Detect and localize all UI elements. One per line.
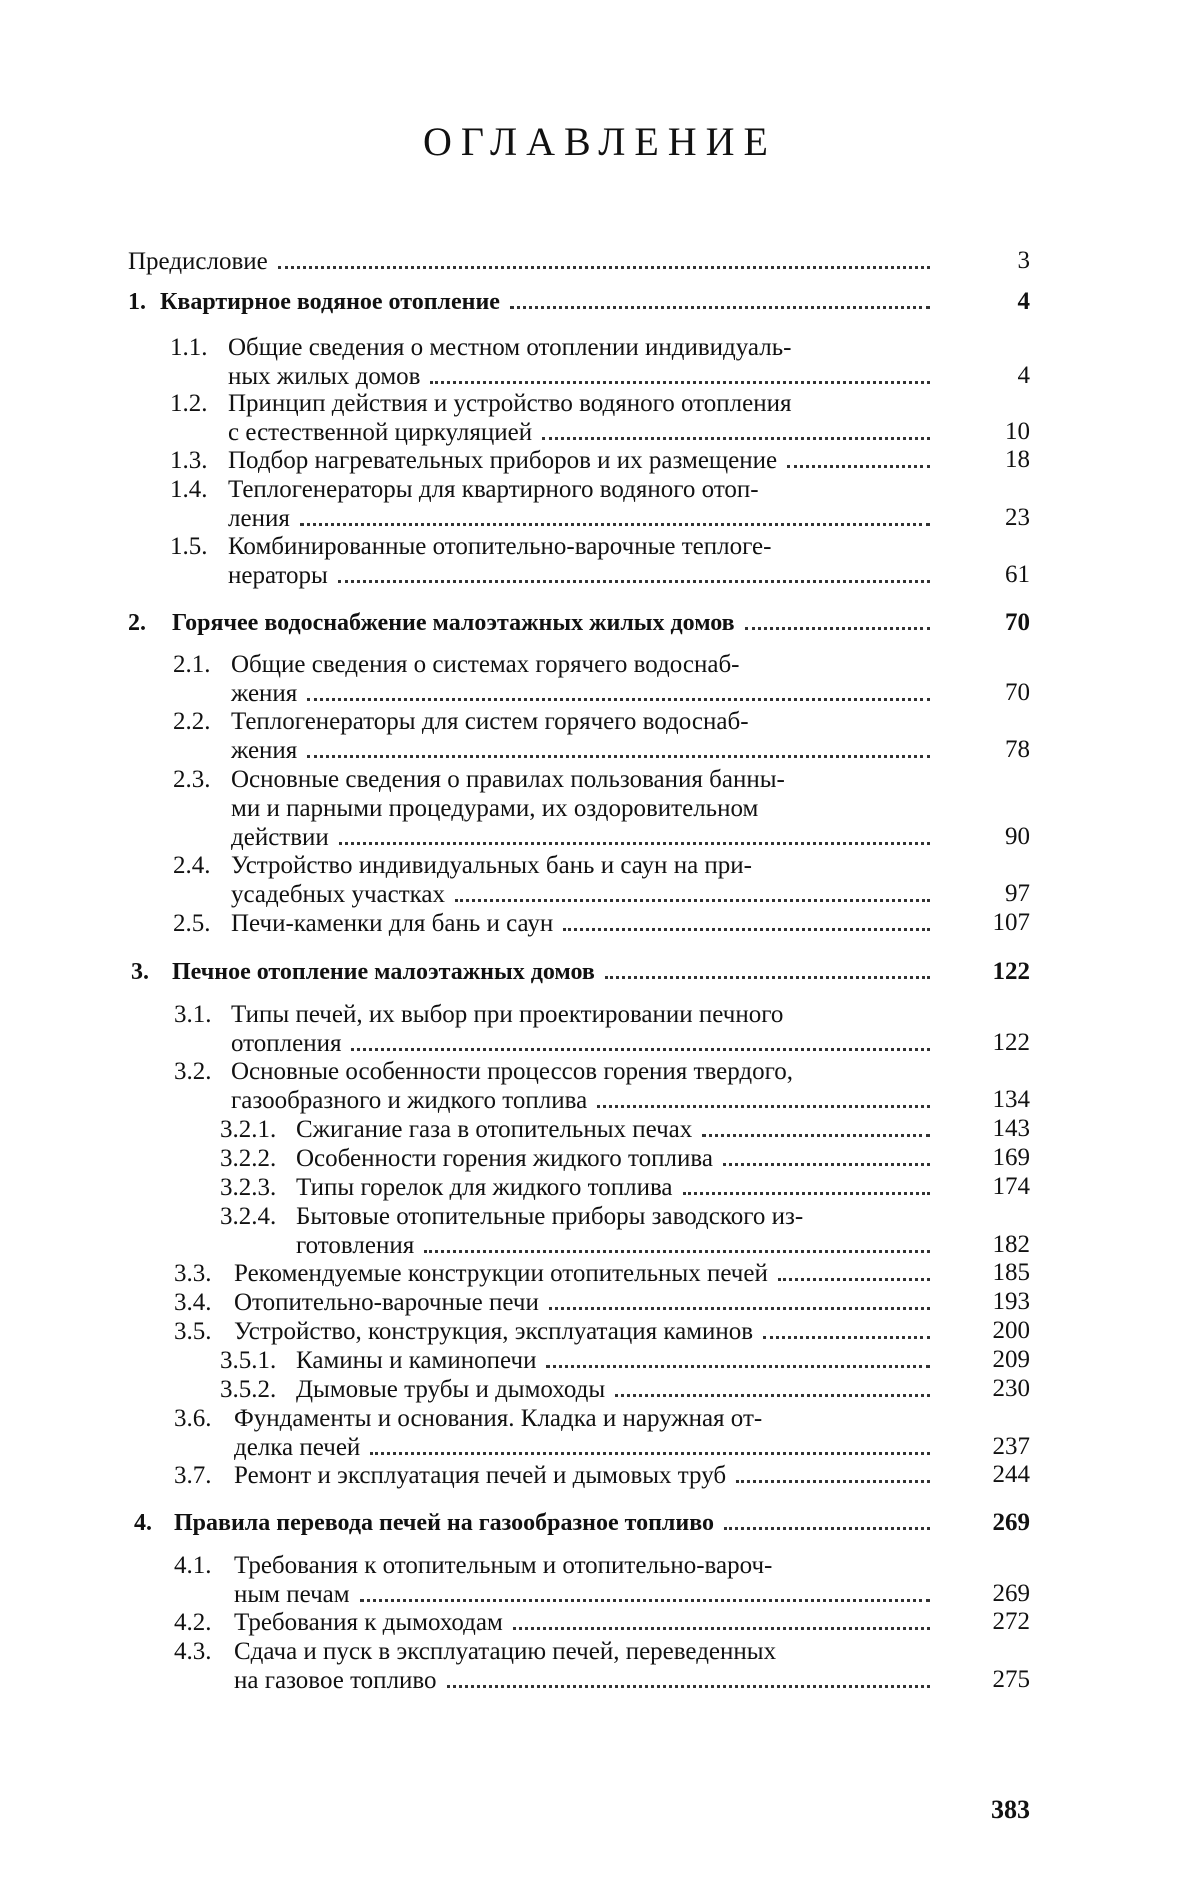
toc-page-number: 3 xyxy=(1017,247,1030,274)
toc-entry xyxy=(220,1375,940,1404)
toc-entry-text: Общие сведения о местном отоплении индивидуаль- xyxy=(228,334,792,361)
toc-page-number: 61 xyxy=(1005,561,1030,588)
toc-entry-text: Основные особенности процессов горения твердого, xyxy=(231,1058,793,1085)
toc-entry-text: Рекомендуемые конструкции отопительных печей xyxy=(234,1260,768,1287)
toc-entry-number: 4.1. xyxy=(174,1552,212,1579)
toc-entry-number: 2.3. xyxy=(173,766,211,793)
dot-leader xyxy=(278,266,930,269)
toc-entry-text: готовления xyxy=(296,1232,415,1259)
toc-page-number: 269 xyxy=(992,1509,1030,1536)
dot-leader xyxy=(447,1685,930,1688)
toc-entry-number: 3.1. xyxy=(174,1001,212,1028)
toc-entry xyxy=(174,1608,940,1637)
toc-page-number: 97 xyxy=(1005,880,1030,907)
toc-entry-text: Общие сведения о системах горячего водоснаб- xyxy=(231,651,740,678)
dot-leader xyxy=(563,928,930,931)
toc-entry-text: ления xyxy=(228,505,290,532)
dot-leader xyxy=(605,976,930,979)
toc-page-number: 134 xyxy=(992,1086,1030,1113)
dot-leader xyxy=(549,1307,930,1310)
dot-leader xyxy=(339,842,930,845)
toc-entry-text: Камины и каминопечи xyxy=(296,1347,537,1374)
toc-page-number: 4 xyxy=(1017,288,1030,315)
toc-entry xyxy=(220,1144,940,1173)
toc-page-number: 78 xyxy=(1005,736,1030,763)
toc-entry-text: Требования к отопительным и отопительно-вароч- xyxy=(234,1552,773,1579)
toc-entry-number: 2. xyxy=(128,610,146,636)
dot-leader xyxy=(300,523,930,526)
toc-entry-text: Печное отопление малоэтажных домов xyxy=(172,959,595,985)
toc-page-number: 122 xyxy=(992,1029,1030,1056)
toc-entry-number: 2.4. xyxy=(173,852,211,879)
toc-page-number: 107 xyxy=(992,909,1030,936)
toc-entry-number: 3.2.4. xyxy=(220,1203,277,1230)
toc-entry-number: 1.2. xyxy=(170,390,208,417)
toc-entry xyxy=(128,247,940,276)
toc-page-number: 237 xyxy=(992,1433,1030,1460)
toc-entry-text: Ремонт и эксплуатация печей и дымовых труб xyxy=(234,1462,727,1489)
toc-entry-text: Бытовые отопительные приборы заводского из- xyxy=(296,1203,804,1230)
toc-entry xyxy=(220,1173,940,1202)
toc-entry-text: Фундаменты и основания. Кладка и наружная от- xyxy=(234,1405,763,1432)
dot-leader xyxy=(597,1105,930,1108)
toc-page-number: 275 xyxy=(992,1666,1030,1693)
toc-entry-number: 1.1. xyxy=(170,334,208,361)
toc-entry-number: 2.2. xyxy=(173,708,211,735)
toc-page-number: 122 xyxy=(992,958,1030,985)
toc-entry-text: Подбор нагревательных приборов и их размещение xyxy=(228,447,778,474)
toc-entry-number: 3.7. xyxy=(174,1462,212,1489)
toc-entry-number: 3.5.1. xyxy=(220,1347,277,1374)
toc-entry-text: Комбинированные отопительно-варочные теплоге- xyxy=(228,533,772,560)
toc-entry-text: жения xyxy=(231,737,298,764)
toc-entry xyxy=(134,1509,940,1538)
toc-entry-number: 3.3. xyxy=(174,1260,212,1287)
toc-entry-text: делка печей xyxy=(234,1434,361,1461)
toc-entry xyxy=(173,765,940,852)
toc-page-number: 269 xyxy=(992,1580,1030,1607)
toc-entry-number: 3.4. xyxy=(174,1289,212,1316)
toc-page-number: 10 xyxy=(1005,418,1030,445)
toc-entry xyxy=(220,1115,940,1144)
dot-leader xyxy=(745,627,930,630)
toc-page-number: 209 xyxy=(992,1346,1030,1373)
toc-entry-number: 2.5. xyxy=(173,910,211,937)
toc-entry-number: 1.5. xyxy=(170,533,208,560)
toc-page-number: 18 xyxy=(1005,446,1030,473)
toc-entry-number: 3.5.2. xyxy=(220,1376,277,1403)
toc-page-number: 272 xyxy=(992,1608,1030,1635)
toc-entry-text: Принцип действия и устройство водяного отопления xyxy=(228,390,792,417)
toc-entry-text: Устройство индивидуальных бань и саун на при- xyxy=(231,852,752,879)
toc-entry-text: Квартирное водяное отопление xyxy=(160,289,500,315)
toc-page-number: 182 xyxy=(992,1231,1030,1258)
dot-leader xyxy=(787,465,930,468)
toc-entry-number: 4. xyxy=(134,1510,152,1536)
toc-entry-text: Основные сведения о правилах пользования банны- xyxy=(231,766,785,793)
toc-entry-text: Требования к дымоходам xyxy=(234,1609,503,1636)
page-title: ОГЛАВЛЕНИЕ xyxy=(423,119,777,164)
toc-page-number: 230 xyxy=(992,1375,1030,1402)
dot-leader xyxy=(736,1480,930,1483)
toc-entry xyxy=(173,707,940,765)
dot-leader xyxy=(360,1599,930,1602)
toc-entry-number: 3.2.1. xyxy=(220,1116,277,1143)
toc-entry-text: Горячее водоснабжение малоэтажных жилых домов xyxy=(172,610,735,636)
toc-entry xyxy=(220,1202,940,1260)
toc-entry-text: Дымовые трубы и дымоходы xyxy=(296,1376,606,1403)
toc-entry-number: 3.2. xyxy=(174,1058,212,1085)
toc-entry-number: 3.6. xyxy=(174,1405,212,1432)
toc-page-number: 169 xyxy=(992,1144,1030,1171)
toc-page-number: 4 xyxy=(1017,362,1030,389)
dot-leader xyxy=(778,1278,930,1281)
toc-entry-text: Типы горелок для жидкого топлива xyxy=(296,1174,673,1201)
toc-entry xyxy=(174,1000,940,1058)
toc-entry xyxy=(170,333,940,391)
toc-entry xyxy=(170,389,940,447)
toc-entry-text: с естественной циркуляцией xyxy=(228,419,533,446)
toc-entry xyxy=(174,1551,940,1609)
toc-page-number: 174 xyxy=(992,1173,1030,1200)
toc-entry xyxy=(173,909,940,938)
toc-entry xyxy=(174,1637,940,1695)
toc-entry xyxy=(173,650,940,708)
toc-entry-number: 1.3. xyxy=(170,447,208,474)
toc-entry xyxy=(170,475,940,533)
dot-leader xyxy=(763,1336,930,1339)
toc-entry xyxy=(128,609,940,638)
toc-entry-text: усадебных участках xyxy=(231,881,446,908)
toc-page-number: 90 xyxy=(1005,823,1030,850)
toc-entry-number: 3.5. xyxy=(174,1318,212,1345)
toc-entry-text: Сдача и пуск в эксплуатацию печей, переведенных xyxy=(234,1638,777,1665)
toc-entry-text: Типы печей, их выбор при проектировании печного xyxy=(231,1001,784,1028)
toc-entry xyxy=(131,958,940,987)
dot-leader xyxy=(510,306,930,309)
dot-leader xyxy=(430,381,930,384)
dot-leader xyxy=(546,1365,930,1368)
toc-entry-number: 1.4. xyxy=(170,476,208,503)
toc-entry-number: 1. xyxy=(128,289,146,315)
toc-entry-number: 2.1. xyxy=(173,651,211,678)
toc-entry xyxy=(128,288,940,317)
toc-entry xyxy=(170,446,940,475)
dot-leader xyxy=(542,437,930,440)
dot-leader xyxy=(307,755,930,758)
toc-entry-number: 3.2.2. xyxy=(220,1145,277,1172)
dot-leader xyxy=(724,1527,930,1530)
dot-leader xyxy=(370,1452,930,1455)
dot-leader xyxy=(513,1627,930,1630)
toc-entry xyxy=(174,1259,940,1288)
toc-entry-text: действии xyxy=(231,824,329,851)
toc-entry-text: Печи-каменки для бань и саун xyxy=(231,910,554,937)
toc-entry-text: ным печам xyxy=(234,1581,350,1608)
toc-entry xyxy=(174,1317,940,1346)
toc-entry xyxy=(174,1404,940,1462)
toc-entry-text: нераторы xyxy=(228,562,328,589)
page-number: 383 xyxy=(991,1795,1030,1824)
toc-page-number: 185 xyxy=(992,1259,1030,1286)
toc-entry-text: Сжигание газа в отопительных печах xyxy=(296,1116,693,1143)
toc-page-number: 143 xyxy=(992,1115,1030,1142)
toc-page-number: 193 xyxy=(992,1288,1030,1315)
toc-entry-text: ми и парными процедурами, их оздоровительном xyxy=(231,795,759,822)
toc-entry-text: Отопительно-варочные печи xyxy=(234,1289,539,1316)
toc-page-number: 244 xyxy=(992,1461,1030,1488)
toc-page-number: 70 xyxy=(1005,679,1030,706)
dot-leader xyxy=(702,1134,930,1137)
toc-entry-number: 4.2. xyxy=(174,1609,212,1636)
toc-page-number: 23 xyxy=(1005,504,1030,531)
dot-leader xyxy=(723,1163,930,1166)
dot-leader xyxy=(683,1192,930,1195)
toc-entry-text: Особенности горения жидкого топлива xyxy=(296,1145,713,1172)
dot-leader xyxy=(351,1048,930,1051)
toc-entry xyxy=(173,851,940,909)
toc-entry-number: 3.2.3. xyxy=(220,1174,277,1201)
toc-entry xyxy=(174,1461,940,1490)
toc-entry-text: ных жилых домов xyxy=(228,363,421,390)
toc-entry-text: на газовое топливо xyxy=(234,1667,437,1694)
toc-entry-text: жения xyxy=(231,680,298,707)
toc-entry xyxy=(170,532,940,590)
toc-entry-text: газообразного и жидкого топлива xyxy=(231,1087,588,1114)
toc-entry-text: Предисловие xyxy=(128,248,268,275)
toc-page-number: 70 xyxy=(1005,609,1030,636)
dot-leader xyxy=(424,1250,930,1253)
toc-entry-text: Устройство, конструкция, эксплуатация каминов xyxy=(234,1318,754,1345)
toc-entry-text: Теплогенераторы для систем горячего водоснаб- xyxy=(231,708,749,735)
dot-leader xyxy=(338,580,930,583)
toc-entry-number: 4.3. xyxy=(174,1638,212,1665)
toc-entry-number: 3. xyxy=(131,959,149,985)
toc-page-number: 200 xyxy=(992,1317,1030,1344)
dot-leader xyxy=(307,698,930,701)
toc-entry xyxy=(220,1346,940,1375)
toc-entry xyxy=(174,1288,940,1317)
toc-entry-text: Теплогенераторы для квартирного водяного отоп- xyxy=(228,476,759,503)
toc-entry-text: отопления xyxy=(231,1030,342,1057)
dot-leader xyxy=(455,899,930,902)
toc-entry-text: Правила перевода печей на газообразное топливо xyxy=(174,1510,714,1536)
dot-leader xyxy=(615,1394,930,1397)
toc-entry xyxy=(174,1057,940,1115)
